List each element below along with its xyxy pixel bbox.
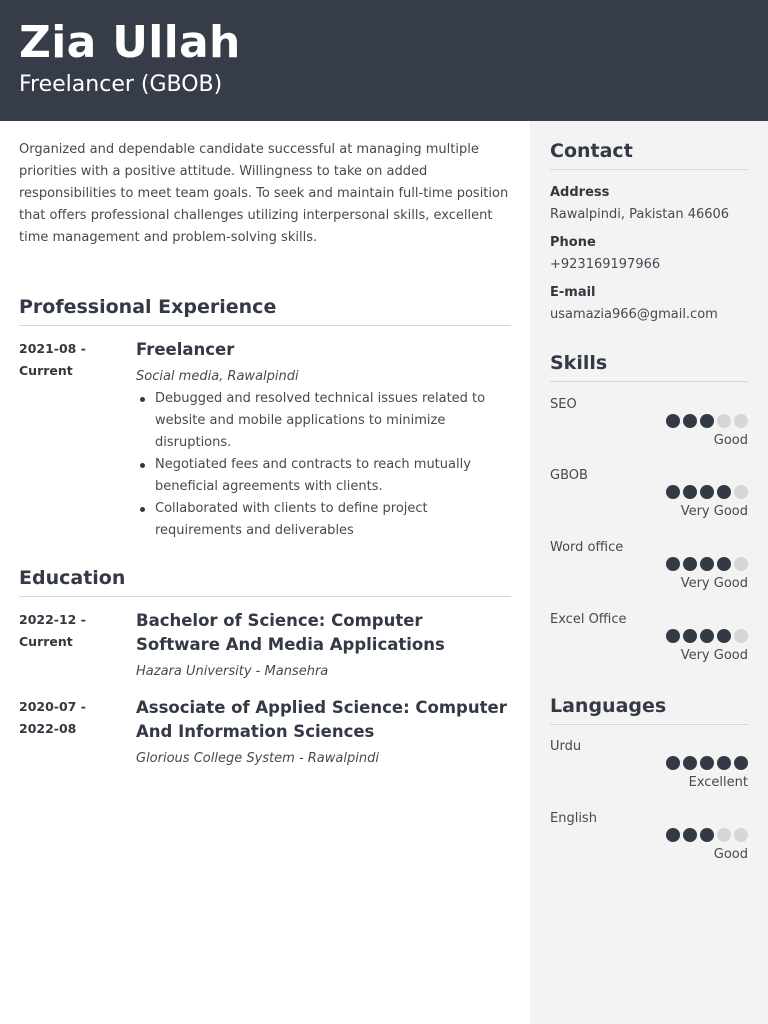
skill-item <box>550 395 748 461</box>
entry-title: Bachelor of Science: Computer Software And Media Applications <box>136 611 445 654</box>
phone-value: +923169197966 <box>550 257 661 272</box>
skill-rating-label: Very Good <box>680 504 748 519</box>
skill-name: Word office <box>550 540 624 555</box>
bullet-item <box>136 388 511 454</box>
skill-item <box>550 466 748 532</box>
entry-date <box>19 338 119 382</box>
rating-dot-filled-icon <box>666 756 680 770</box>
rating-dot-filled-icon <box>666 828 680 842</box>
skill-name: SEO <box>550 397 577 412</box>
bullet-text: Collaborated with clients to define project requirements and deliverables <box>155 501 428 538</box>
rating-dot-filled-icon <box>717 485 731 499</box>
rating-dot-filled-icon <box>700 629 714 643</box>
rating-dot-empty-icon <box>734 828 748 842</box>
skill-rating-label: Very Good <box>680 576 748 591</box>
contact-heading: Contact <box>550 139 748 170</box>
skill-rating-dots <box>666 485 748 499</box>
rating-dot-filled-icon <box>700 485 714 499</box>
rating-dot-filled-icon <box>666 557 680 571</box>
entry-subtitle: Glorious College System - Rawalpindi <box>136 751 379 766</box>
skill-rating-dots <box>666 557 748 571</box>
bullet-dot-icon <box>140 397 145 402</box>
email-value: usamazia966@gmail.com <box>550 307 718 322</box>
entry-subtitle: Social media, Rawalpindi <box>136 369 299 384</box>
rating-dot-filled-icon <box>717 756 731 770</box>
language-item <box>550 809 748 875</box>
rating-dot-empty-icon <box>717 828 731 842</box>
language-rating-dots <box>666 828 748 842</box>
skill-name: GBOB <box>550 468 588 483</box>
rating-dot-filled-icon <box>717 557 731 571</box>
experience-heading: Professional Experience <box>19 295 511 326</box>
rating-dot-filled-icon <box>666 414 680 428</box>
rating-dot-filled-icon <box>666 485 680 499</box>
bullet-item <box>136 454 511 498</box>
entry-body <box>136 338 511 542</box>
rating-dot-filled-icon <box>683 756 697 770</box>
rating-dot-filled-icon <box>683 557 697 571</box>
education-heading: Education <box>19 566 511 597</box>
date-end: 2022-08 <box>19 721 77 736</box>
language-rating-label: Good <box>713 847 748 862</box>
rating-dot-filled-icon <box>700 828 714 842</box>
languages-heading: Languages <box>550 694 748 725</box>
rating-dot-empty-icon <box>734 485 748 499</box>
language-name: Urdu <box>550 739 582 754</box>
rating-dot-empty-icon <box>734 557 748 571</box>
rating-dot-filled-icon <box>700 557 714 571</box>
skill-name: Excel Office <box>550 612 627 627</box>
language-name: English <box>550 811 597 826</box>
rating-dot-filled-icon <box>717 629 731 643</box>
bullet-dot-icon <box>140 463 145 468</box>
skill-item <box>550 610 748 676</box>
bullet-list <box>136 388 511 542</box>
summary-text: Organized and dependable candidate successful at managing multiple priorities with a positive attitude. Willingness to take on added responsibilities to meet team goals. To seek and maintain full-time position that offers professional challenges utilizing interpersonal skills, excellent time management and problem-solving skills. <box>19 142 509 245</box>
rating-dot-filled-icon <box>683 828 697 842</box>
bullet-text: Negotiated fees and contracts to reach mutually beneficial agreements with clients. <box>155 457 471 494</box>
entry-date <box>19 609 119 653</box>
bullet-text: Debugged and resolved technical issues related to website and mobile applications to minimize disruptions. <box>155 391 486 450</box>
language-rating-dots <box>666 756 748 770</box>
skill-rating-dots <box>666 629 748 643</box>
rating-dot-filled-icon <box>683 629 697 643</box>
address-label: Address <box>550 185 610 200</box>
rating-dot-filled-icon <box>683 485 697 499</box>
rating-dot-filled-icon <box>700 756 714 770</box>
candidate-name: Zia Ullah <box>19 17 241 68</box>
date-start: 2020-07 - <box>19 699 86 714</box>
entry-body <box>136 696 511 770</box>
date-end: Current <box>19 634 73 649</box>
bullet-item <box>136 498 511 542</box>
entry-body <box>136 609 511 683</box>
skill-item <box>550 538 748 604</box>
date-start: 2021-08 - <box>19 341 86 356</box>
entry-title: Freelancer <box>136 340 235 359</box>
rating-dot-filled-icon <box>734 756 748 770</box>
rating-dot-filled-icon <box>700 414 714 428</box>
language-item <box>550 737 748 803</box>
skill-rating-label: Good <box>713 433 748 448</box>
email-label: E-mail <box>550 285 596 300</box>
skill-rating-label: Very Good <box>680 648 748 663</box>
skill-rating-dots <box>666 414 748 428</box>
rating-dot-filled-icon <box>683 414 697 428</box>
rating-dot-empty-icon <box>734 414 748 428</box>
rating-dot-empty-icon <box>734 629 748 643</box>
rating-dot-empty-icon <box>717 414 731 428</box>
entry-subtitle: Hazara University - Mansehra <box>136 664 329 679</box>
candidate-title: Freelancer (GBOB) <box>19 72 223 97</box>
entry-title: Associate of Applied Science: Computer And Information Sciences <box>136 698 507 741</box>
skills-heading: Skills <box>550 351 748 382</box>
bullet-dot-icon <box>140 507 145 512</box>
date-end: Current <box>19 363 73 378</box>
rating-dot-filled-icon <box>666 629 680 643</box>
entry-date <box>19 696 119 740</box>
phone-label: Phone <box>550 235 596 250</box>
resume-header <box>0 0 768 121</box>
language-rating-label: Excellent <box>688 775 748 790</box>
date-start: 2022-12 - <box>19 612 86 627</box>
address-value: Rawalpindi, Pakistan 46606 <box>550 207 730 222</box>
